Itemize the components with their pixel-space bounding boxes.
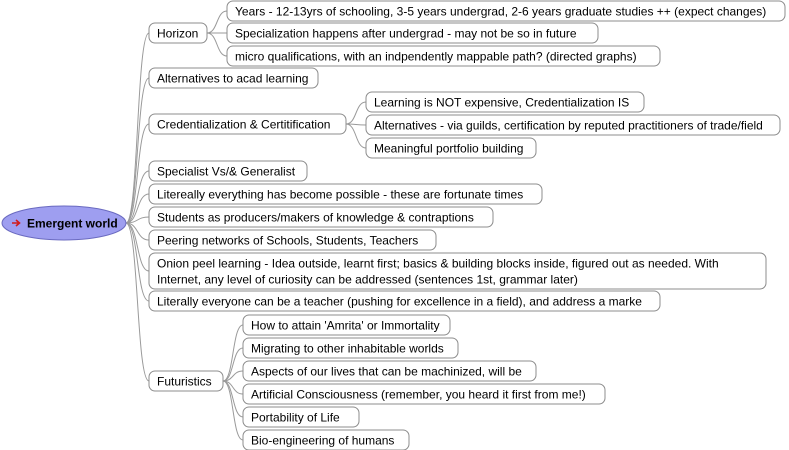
subtopic-label: Migrating to other inhabitable worlds [251, 341, 444, 356]
connector-cred-0 [346, 102, 366, 124]
connector-futuristics-5 [223, 381, 243, 440]
subtopic-label: Alternatives - via guilds, certification by reputed practitioners of trade/field [374, 118, 763, 133]
topic-peering-networks[interactable] [149, 230, 436, 250]
subtopic-label: Artificial Consciousness (remember, you heard it first from me!) [251, 387, 586, 402]
subtopic-guilds-certification[interactable] [366, 115, 780, 135]
connector-topic-3 [126, 171, 149, 223]
subtopic-label: Specialization happens after undergrad - may not be so in future [235, 26, 577, 41]
central-node-label: Emergent world [27, 216, 118, 231]
connector-horizon-0 [207, 11, 227, 33]
subtopic-schooling-years[interactable] [227, 1, 785, 21]
topic-label-line-1: Onion peel learning - Idea outside, learnt first; basics & building blocks inside, figured out as needed. With [157, 256, 719, 271]
central-node[interactable] [2, 206, 126, 240]
subtopic-immortality[interactable] [243, 315, 450, 335]
subtopic-label: Years - 12-13yrs of schooling, 3-5 years undergrad, 2-6 years graduate studies ++ (expect changes) [235, 4, 767, 19]
connector-futuristics-0 [223, 325, 243, 381]
subtopic-label: How to attain 'Amrita' or Immortality [251, 318, 440, 333]
topic-futuristics[interactable] [149, 371, 223, 391]
connector-topic-8 [126, 223, 149, 301]
topic-everyone-teacher[interactable] [149, 291, 660, 311]
topic-onion-peel-learning[interactable] [149, 253, 766, 289]
topic-label: Alternatives to acad learning [157, 71, 309, 86]
connector-horizon-2 [207, 33, 227, 56]
subtopic-migrating-worlds[interactable] [243, 338, 458, 358]
topic-label: Litereally everything has become possible - these are fortunate times [157, 187, 524, 202]
topic-label: Specialist Vs/& Generalist [157, 164, 296, 179]
subtopic-portability-of-life[interactable] [243, 407, 359, 427]
topic-label: Futuristics [157, 374, 212, 389]
subtopic-label: Bio-engineering of humans [251, 433, 395, 448]
topic-students-producers[interactable] [149, 207, 493, 227]
topic-alternatives-acad-learning[interactable] [149, 68, 318, 88]
connector-cred-2 [346, 124, 366, 148]
topic-horizon[interactable] [149, 23, 207, 43]
topic-label: Credentialization & Certitification [157, 117, 331, 132]
subtopic-label: Learning is NOT expensive, Credentialization IS [374, 95, 630, 110]
subtopic-bio-engineering[interactable] [243, 430, 409, 450]
topic-label-line-2: Internet, any level of curiosity can be addressed (sentences 1st, grammar later) [157, 272, 578, 287]
subtopic-label: Aspects of our lives that can be machinized, will be [251, 364, 522, 379]
topic-label: Literally everyone can be a teacher (pushing for excellence in a field), and address a marke [157, 294, 642, 309]
subtopic-label: Meaningful portfolio building [374, 141, 524, 156]
topic-credentialization[interactable] [149, 114, 346, 134]
topic-label: Students as producers/makers of knowledge & contraptions [157, 210, 474, 225]
subtopic-label: micro qualifications, with an indpendently mappable path? (directed graphs) [235, 49, 637, 64]
subtopic-portfolio-building[interactable] [366, 138, 536, 158]
subtopic-label: Portability of Life [251, 410, 340, 425]
subtopic-artificial-consciousness[interactable] [243, 384, 605, 404]
connector-topic-1 [126, 78, 149, 223]
topic-label: Peering networks of Schools, Students, Teachers [157, 233, 419, 248]
topic-label: Horizon [157, 26, 199, 41]
topic-everything-possible[interactable] [149, 184, 542, 204]
subtopic-learning-not-expensive[interactable] [366, 92, 644, 112]
subtopic-machinized-lives[interactable] [243, 361, 536, 381]
subtopic-specialization-timing[interactable] [227, 23, 598, 43]
subtopic-micro-qualifications[interactable] [227, 46, 660, 66]
topic-specialist-generalist[interactable] [149, 161, 307, 181]
